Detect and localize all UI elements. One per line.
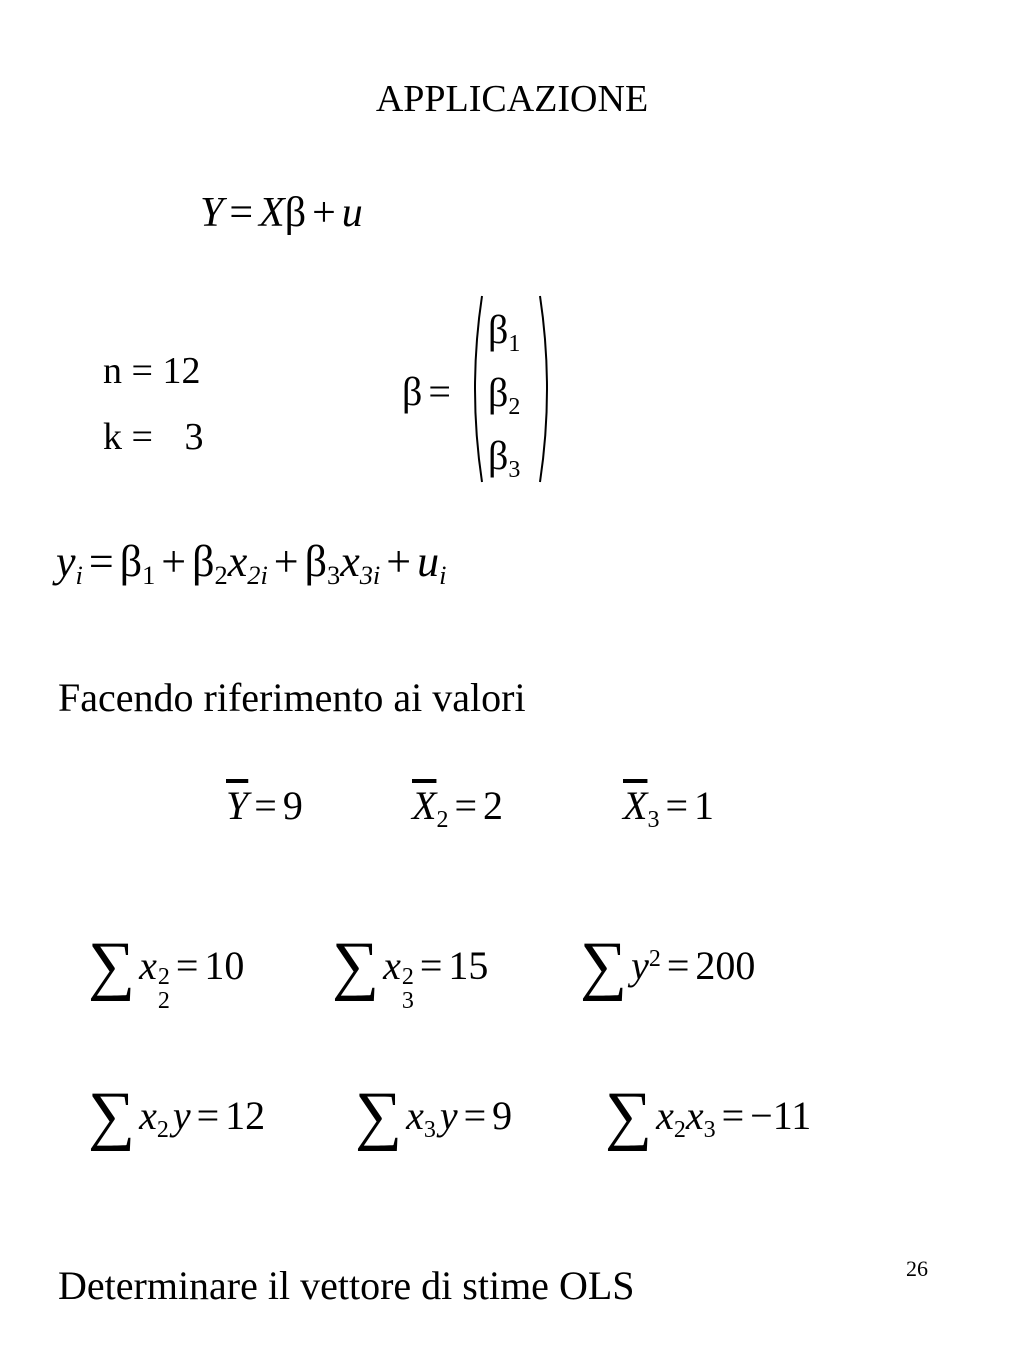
- mean-x3-eq: =: [665, 783, 688, 828]
- sum-x3sq-eq: =: [419, 943, 443, 988]
- reg-x2: x: [227, 537, 248, 586]
- reg-b1-sub: 1: [142, 560, 156, 591]
- beta-vector-equation: [402, 369, 457, 414]
- page-number: 26: [906, 1256, 928, 1281]
- sum-x3-squared: [332, 925, 489, 1014]
- param-n-value: 12: [162, 350, 201, 392]
- beta-entry-1-sym: β: [488, 307, 509, 352]
- sum-x2x3-value: −11: [750, 1093, 812, 1138]
- beta-entry-1: [488, 298, 520, 361]
- mean-y-eq: =: [254, 783, 277, 828]
- sum-x2y-value: 12: [225, 1093, 266, 1138]
- sum-x2sq-eq: =: [175, 943, 199, 988]
- sum-x3sq-indices: [402, 965, 414, 1013]
- sigma-icon: ∑: [605, 1078, 653, 1152]
- sum-x2-y: ∑ x $_2$ y = 12: [88, 1078, 266, 1152]
- sum-ysq-var: y: [631, 943, 649, 988]
- beta-vector-eq-sign: =: [428, 369, 451, 414]
- task-text: Determinare il vettore di stime OLS: [58, 1263, 635, 1308]
- sum-x2y-v2: y: [172, 1093, 191, 1138]
- sum-x2x3-v2: x: [685, 1093, 704, 1138]
- mean-x2: [412, 783, 503, 833]
- sum-x2-squared: [88, 925, 245, 1014]
- model-eq-sign: =: [229, 190, 254, 236]
- sigma-icon: ∑: [332, 928, 380, 1002]
- beta-entry-3-sub: 3: [508, 456, 521, 483]
- sum-x2sq-value: 10: [204, 943, 245, 988]
- beta-entry-2-sym: β: [488, 370, 509, 415]
- sum-x3sq-value: 15: [448, 943, 489, 988]
- param-n-label: n =: [103, 350, 153, 392]
- param-k: [103, 418, 203, 456]
- beta-entry-2: [488, 361, 520, 424]
- mean-x3-symbol: $\overline{X}$: [623, 783, 648, 828]
- reg-u: u: [417, 537, 440, 586]
- mean-y-value: 9: [282, 783, 303, 828]
- beta-entry-3: [488, 424, 520, 487]
- sum-x2sq-var: x: [139, 943, 157, 988]
- sum-x2x3-eq: =: [721, 1093, 745, 1138]
- param-k-label: k =: [103, 416, 153, 458]
- sum-x3y-value: 9: [492, 1093, 513, 1138]
- mean-x2-symbol: $\overline{X}$: [412, 783, 437, 828]
- sum-x3sq-sub: 3: [401, 987, 414, 1014]
- model-x: X: [259, 190, 285, 236]
- reg-b3: β: [304, 537, 327, 586]
- reg-y: y: [56, 537, 76, 586]
- beta-entry-3-sym: β: [488, 433, 509, 478]
- sum-x2-x3: ∑ x $_2$ x $_3$ = −11: [605, 1078, 812, 1152]
- sigma-icon: ∑: [88, 928, 136, 1002]
- mean-x2-sub: 2: [436, 806, 449, 833]
- param-k-value: 3: [184, 416, 204, 458]
- left-paren-icon: [475, 296, 482, 482]
- model-plus: +: [312, 190, 336, 236]
- mean-x2-eq: =: [454, 783, 477, 828]
- sum-x2sq-sub: 2: [157, 987, 170, 1014]
- reg-b3-sub: 3: [327, 560, 341, 591]
- beta-vector-entries: [488, 298, 520, 487]
- beta-entry-2-sub: 2: [508, 393, 521, 420]
- reg-plus-1: +: [161, 537, 187, 586]
- sum-y-squared: ∑ y $^2$ = 200: [580, 928, 756, 1002]
- regression-equation: [56, 537, 447, 591]
- mean-x3-sub: 3: [647, 806, 660, 833]
- beta-vector-symbol: β: [402, 369, 423, 414]
- param-n: [103, 352, 200, 390]
- beta-entry-1-sub: 1: [508, 330, 521, 357]
- sum-x3sq-sup: 2: [401, 963, 414, 990]
- reg-u-sub: i: [439, 560, 447, 591]
- reg-x2-sub: 2i: [247, 560, 268, 591]
- reg-plus-2: +: [273, 537, 299, 586]
- reg-b1: β: [119, 537, 143, 586]
- sum-x2y-v1: x: [139, 1093, 157, 1138]
- reg-b2-sub: 2: [214, 560, 228, 591]
- reg-plus-3: +: [386, 537, 412, 586]
- model-equation: [200, 192, 363, 234]
- model-u: u: [341, 190, 363, 236]
- mean-y-symbol: $\overline{Y}$: [226, 783, 249, 828]
- model-y: Y: [200, 190, 224, 236]
- sigma-icon: ∑: [580, 928, 628, 1002]
- sum-x3sq-var: x: [383, 943, 401, 988]
- sum-x3y-v2: y: [439, 1093, 458, 1138]
- slide-title: APPLICAZIONE: [375, 78, 649, 120]
- sum-x2x3-v1: x: [656, 1093, 674, 1138]
- sum-x3-y: ∑ x $_3$ y = 9: [355, 1078, 513, 1152]
- mean-x3: [623, 783, 714, 833]
- reg-x3: x: [340, 537, 360, 586]
- reg-x3-sub: 3i: [359, 560, 381, 591]
- intro-text: Facendo riferimento ai valori: [58, 675, 526, 720]
- model-beta: β: [284, 190, 307, 236]
- reg-b2: β: [192, 537, 215, 586]
- sum-x3y-eq: =: [463, 1093, 487, 1138]
- mean-x3-value: 1: [694, 783, 714, 828]
- sum-x2sq-indices: [158, 965, 170, 1013]
- sum-ysq-eq: =: [666, 943, 690, 988]
- right-paren-icon: [540, 296, 547, 482]
- sum-x2y-eq: =: [196, 1093, 220, 1138]
- reg-eq-sign: =: [88, 537, 114, 586]
- sigma-icon: ∑: [88, 1078, 136, 1152]
- mean-x2-value: 2: [483, 783, 503, 828]
- sigma-icon: ∑: [355, 1078, 403, 1152]
- reg-y-sub: i: [75, 560, 83, 591]
- sum-x2sq-sup: 2: [157, 963, 170, 990]
- mean-y: [226, 783, 303, 828]
- sum-x3y-v1: x: [406, 1093, 424, 1138]
- sum-ysq-value: 200: [695, 943, 756, 988]
